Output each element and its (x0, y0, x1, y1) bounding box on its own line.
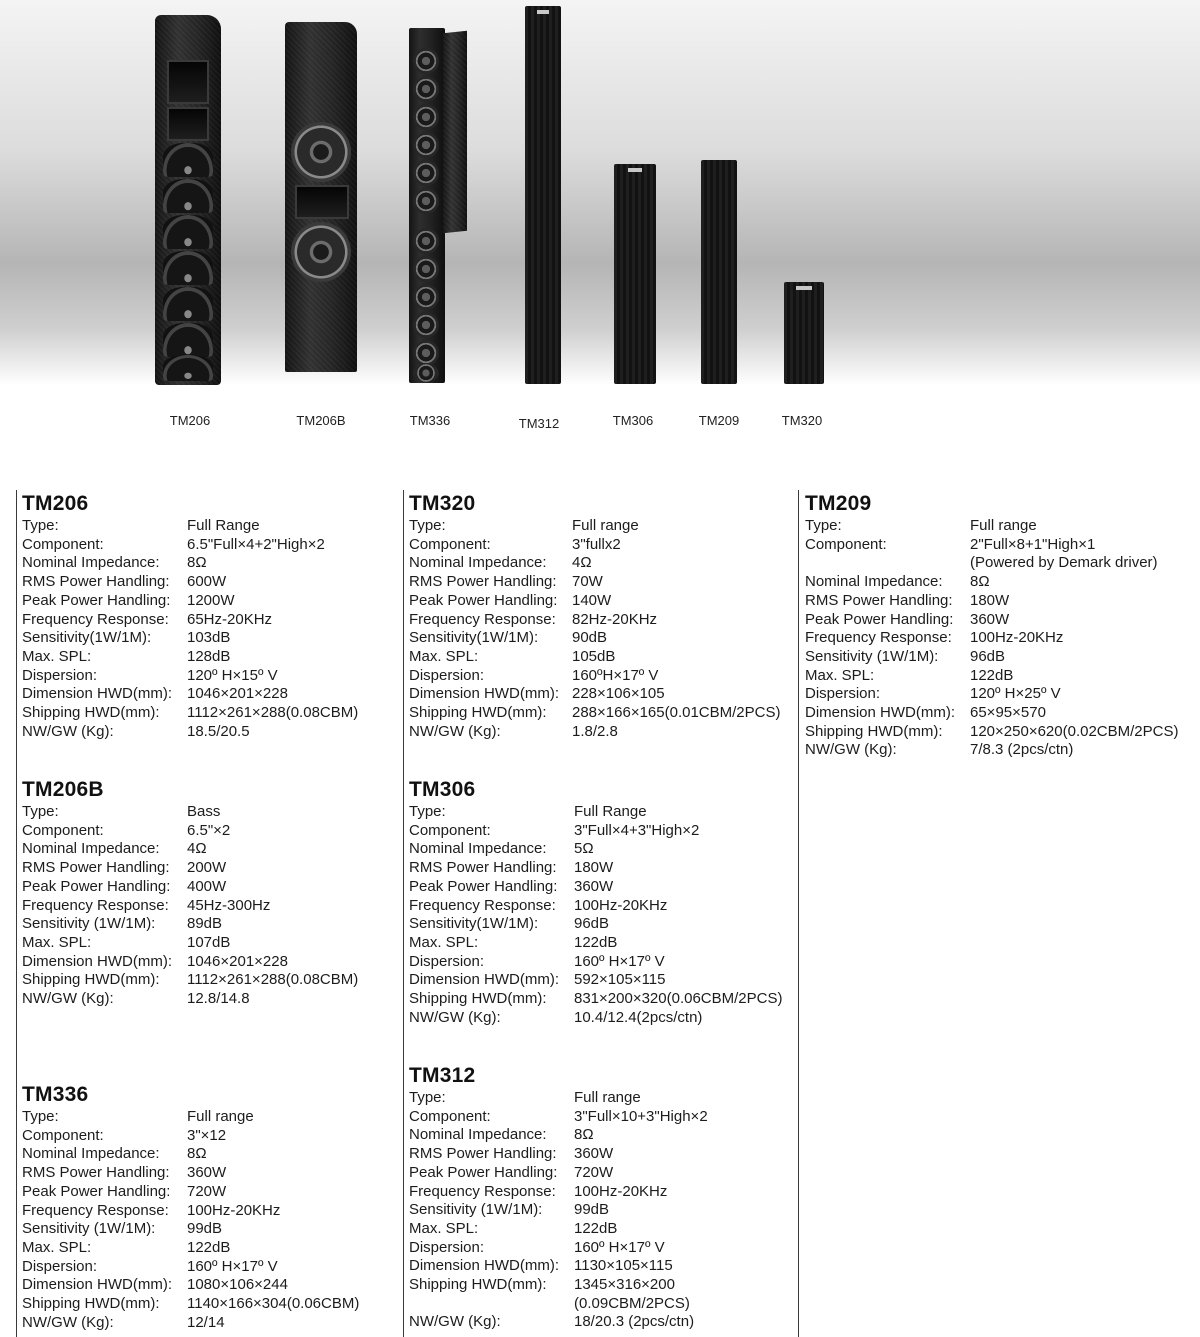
spec-row: Frequency Response: 100Hz-20KHz (805, 629, 1064, 647)
spec-row: Peak Power Handling: 360W (409, 877, 614, 895)
spec-row: Max. SPL: 128dB (22, 647, 231, 665)
spec-row: Sensitivity(1W/1M): 103dB (22, 629, 231, 647)
spec-row: (Powered by Demark driver) (970, 554, 1158, 572)
spec-row: Nominal Impedance: 8Ω (409, 1126, 594, 1144)
speaker-image-tm320 (784, 282, 824, 384)
spec-block-tm206 (22, 492, 358, 741)
spec-row: Frequency Response: 100Hz-20KHz (409, 1182, 668, 1200)
spec-row: Frequency Response: 65Hz-20KHz (22, 610, 273, 628)
spec-row: Frequency Response: 100Hz-20KHz (409, 896, 668, 914)
speaker-image-tm336 (403, 28, 467, 383)
spec-row: RMS Power Handling: 70W (409, 573, 603, 591)
spec-row: Max. SPL: 122dB (22, 1238, 231, 1256)
spec-row: Sensitivity(1W/1M): 96dB (409, 915, 610, 933)
spec-row: Nominal Impedance: 4Ω (409, 554, 592, 572)
caption-tm209: TM209 (698, 413, 740, 428)
spec-row: RMS Power Handling: 180W (409, 859, 614, 877)
spec-row: Shipping HWD(mm): 288×166×165(0.01CBM/2PCS) (409, 704, 781, 722)
spec-row: NW/GW (Kg): 18/20.3 (2pcs/ctn) (409, 1313, 695, 1331)
spec-row: Sensitivity(1W/1M): 90dB (409, 629, 608, 647)
spec-row: Sensitivity (1W/1M): 89dB (22, 915, 223, 933)
spec-row: Peak Power Handling: 400W (22, 877, 227, 895)
spec-title: TM206B (22, 778, 104, 801)
column-divider (16, 490, 17, 1337)
spec-title: TM209 (805, 492, 872, 515)
spec-row: Component: 6.5"×2 (22, 821, 231, 839)
spec-row: Dimension HWD(mm): 1080×106×244 (22, 1276, 288, 1294)
caption-tm320: TM320 (781, 413, 823, 428)
spec-title: TM336 (22, 1083, 89, 1106)
caption-tm306: TM306 (612, 413, 654, 428)
spec-row: Type: Full Range (409, 803, 647, 820)
spec-row: Dispersion: 160ºH×17º V (409, 666, 659, 684)
spec-block-tm306 (409, 778, 782, 1027)
spec-row: Nominal Impedance: 8Ω (805, 573, 990, 591)
spec-row: Frequency Response: 100Hz-20KHz (22, 1201, 281, 1219)
spec-block-tm209 (805, 492, 1178, 760)
speaker-image-tm206 (155, 15, 221, 385)
spec-row: Peak Power Handling: 720W (409, 1163, 614, 1181)
spec-row: Shipping HWD(mm): 1112×261×288(0.08CBM) (22, 704, 359, 722)
spec-row: NW/GW (Kg): 18.5/20.5 (22, 722, 250, 740)
spec-row: Max. SPL: 122dB (805, 666, 1014, 684)
spec-row: Max. SPL: 105dB (409, 647, 616, 665)
spec-row: Sensitivity (1W/1M): 96dB (805, 647, 1006, 665)
spec-block-tm312 (409, 1064, 708, 1332)
spec-row: NW/GW (Kg): 10.4/12.4(2pcs/ctn) (409, 1008, 703, 1026)
spec-row: Shipping HWD(mm): 1345×316×200 (409, 1276, 675, 1294)
spec-row: Dispersion: 160º H×17º V (409, 1238, 665, 1256)
spec-row: Component: 3"Full×4+3"High×2 (409, 821, 700, 839)
spec-row: Component: 3"fullx2 (409, 535, 621, 553)
spec-row: Type: Full range (409, 1089, 641, 1106)
spec-row: Shipping HWD(mm): 1112×261×288(0.08CBM) (22, 971, 359, 989)
spec-row: Shipping HWD(mm): 120×250×620(0.02CBM/2PCS) (805, 722, 1179, 740)
spec-row: NW/GW (Kg): 12.8/14.8 (22, 990, 250, 1008)
spec-row: Nominal Impedance: 5Ω (409, 840, 594, 858)
product-photo-banner (0, 0, 1200, 470)
speaker-image-tm312 (525, 6, 561, 384)
spec-block-tm336 (22, 1083, 359, 1332)
spec-row: Dimension HWD(mm): 592×105×115 (409, 971, 666, 989)
spec-row: Component: 3"×12 (22, 1126, 227, 1144)
spec-row: NW/GW (Kg): 7/8.3 (2pcs/ctn) (805, 741, 1074, 759)
spec-block-tm206b (22, 778, 358, 1009)
spec-row: Peak Power Handling: 720W (22, 1182, 227, 1200)
spec-row: Sensitivity (1W/1M): 99dB (22, 1220, 223, 1238)
spec-row: Shipping HWD(mm): 831×200×320(0.06CBM/2PCS) (409, 990, 783, 1008)
spec-row: RMS Power Handling: 360W (22, 1164, 227, 1182)
spec-row: Max. SPL: 107dB (22, 933, 231, 951)
speaker-image-tm306 (614, 164, 656, 384)
caption-tm336: TM336 (409, 413, 451, 428)
spec-title: TM312 (409, 1064, 476, 1087)
spec-row: Type: Full Range (22, 517, 260, 534)
spec-row: Dispersion: 120º H×25º V (805, 685, 1061, 703)
spec-row: Dispersion: 160º H×17º V (22, 1257, 278, 1275)
spec-row: Max. SPL: 122dB (409, 933, 618, 951)
spec-row: Frequency Response: 82Hz-20KHz (409, 610, 658, 628)
speaker-image-tm209 (701, 160, 737, 384)
spec-title: TM206 (22, 492, 89, 515)
spec-row: Nominal Impedance: 8Ω (22, 1145, 207, 1163)
spec-row: Component: 2"Full×8+1"High×1 (805, 535, 1096, 553)
speaker-image-tm206b (285, 22, 357, 372)
spec-title: TM306 (409, 778, 476, 801)
spec-row: Component: 6.5"Full×4+2"High×2 (22, 535, 325, 553)
caption-tm206: TM206 (169, 413, 211, 428)
spec-title: TM320 (409, 492, 476, 515)
spec-row: Type: Full range (805, 517, 1037, 534)
spec-row: Type: Full range (22, 1108, 254, 1125)
spec-row: RMS Power Handling: 360W (409, 1145, 614, 1163)
spec-row: RMS Power Handling: 180W (805, 591, 1010, 609)
spec-row: Dimension HWD(mm): 1130×105×115 (409, 1257, 673, 1275)
spec-row: Nominal Impedance: 8Ω (22, 554, 207, 572)
caption-tm312: TM312 (518, 416, 560, 431)
spec-row: NW/GW (Kg): 12/14 (22, 1313, 225, 1331)
spec-row: Type: Full range (409, 517, 639, 534)
spec-row: Shipping HWD(mm): 1140×166×304(0.06CBM) (22, 1295, 360, 1313)
spec-row: Dimension HWD(mm): 1046×201×228 (22, 952, 288, 970)
spec-row: Dispersion: 160º H×17º V (409, 952, 665, 970)
spec-row: Peak Power Handling: 1200W (22, 591, 235, 609)
spec-row: Peak Power Handling: 360W (805, 610, 1010, 628)
spec-row: Frequency Response: 45Hz-300Hz (22, 896, 271, 914)
spec-row: Dimension HWD(mm): 228×106×105 (409, 685, 665, 703)
spec-row: Peak Power Handling: 140W (409, 591, 612, 609)
spec-block-tm320 (409, 492, 780, 741)
spec-row: Component: 3"Full×10+3"High×2 (409, 1107, 708, 1125)
caption-tm206b: TM206B (296, 413, 346, 428)
spec-row: Type: Bass (22, 803, 221, 820)
column-divider (798, 490, 799, 1337)
spec-row: NW/GW (Kg): 1.8/2.8 (409, 722, 618, 740)
spec-row: Max. SPL: 122dB (409, 1219, 618, 1237)
spec-row: RMS Power Handling: 600W (22, 573, 227, 591)
spec-row: Dimension HWD(mm): 1046×201×228 (22, 685, 288, 703)
spec-row: RMS Power Handling: 200W (22, 859, 227, 877)
spec-row: Dimension HWD(mm): 65×95×570 (805, 704, 1046, 722)
spec-row: Sensitivity (1W/1M): 99dB (409, 1201, 610, 1219)
spec-row: (0.09CBM/2PCS) (574, 1294, 690, 1312)
column-divider (403, 490, 404, 1337)
spec-row: Dispersion: 120º H×15º V (22, 666, 278, 684)
spec-row: Nominal Impedance: 4Ω (22, 840, 207, 858)
